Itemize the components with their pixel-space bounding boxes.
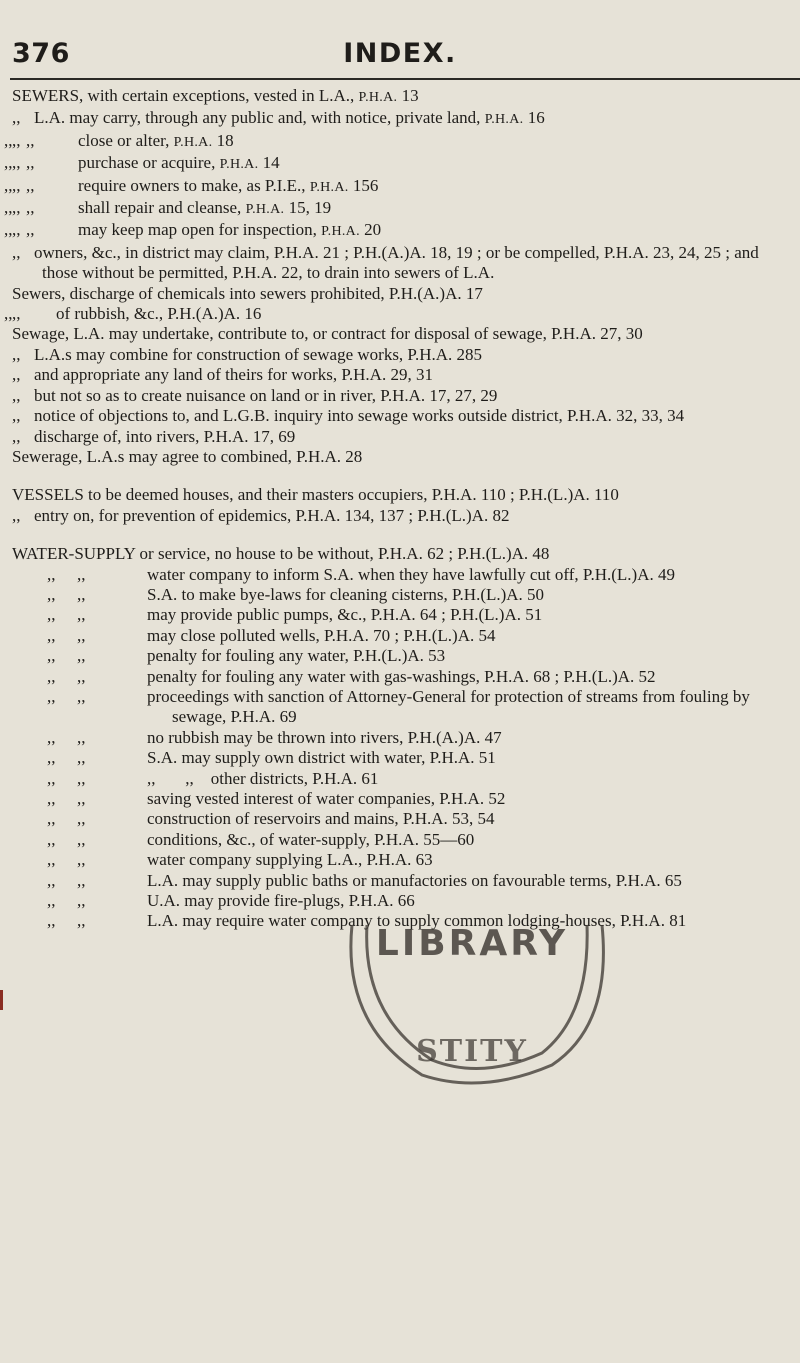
ditto-mark: ,, bbox=[26, 153, 35, 173]
ditto-mark: ,, bbox=[4, 304, 13, 324]
entry-text: S.A. may supply own district with water, P.H.A. 51 bbox=[147, 748, 496, 768]
index-entry bbox=[4, 220, 794, 242]
entry-text: conditions, &c., of water-supply, P.H.A. 55—60 bbox=[147, 829, 475, 849]
ditto-mark: ,, bbox=[47, 625, 56, 645]
ditto-mark: ,, bbox=[47, 789, 56, 808]
index-entry bbox=[12, 485, 794, 505]
entry-text: but not so as to create nuisance on land or in river, P.H.A. 17, 27, 29 bbox=[34, 385, 498, 405]
ditto-mark: ,, bbox=[77, 850, 86, 870]
header-rule bbox=[10, 78, 800, 80]
index-entry bbox=[12, 243, 794, 284]
entry-text: purchase or acquire, bbox=[78, 153, 220, 173]
ditto-mark: ,, bbox=[12, 108, 21, 128]
index-entry bbox=[12, 850, 794, 870]
ditto-mark: ,, bbox=[47, 584, 56, 604]
entry-text: saving vested interest of water companies, P.H.A. 52 bbox=[147, 789, 506, 808]
entry-text: Sewers, discharge of chemicals into sewers prohibited, P.H.(A.)A. 17 bbox=[12, 283, 483, 303]
entry-page: 13 bbox=[397, 86, 419, 105]
index-entry bbox=[12, 365, 794, 385]
index-entry bbox=[12, 626, 794, 646]
entry-text: water company supplying L.A., P.H.A. 63 bbox=[147, 850, 433, 870]
entry-text: entry on, for prevention of epidemics, P.H.A. 134, 137 ; P.H.(L.)A. 82 bbox=[34, 505, 510, 525]
ditto-mark: ,, bbox=[77, 584, 86, 604]
entry-text: SEWERS, with certain exceptions, vested in L.A., bbox=[12, 86, 359, 105]
ditto-mark: ,, bbox=[12, 344, 21, 364]
page-title: INDEX. bbox=[343, 38, 457, 69]
entry-text: require owners to make, as P.I.E., bbox=[78, 175, 310, 195]
index-entry bbox=[12, 667, 794, 687]
section-water-supply bbox=[12, 544, 794, 932]
ditto-mark: ,, bbox=[4, 153, 13, 173]
entry-page: 16 bbox=[523, 108, 545, 128]
entry-text: Sewage, L.A. may undertake, contribute to, or contract for disposal of sewage, P.H.A. 27, 30 bbox=[12, 324, 643, 344]
entry-text: L.A. may carry, through any public and, with notice, private land, bbox=[34, 108, 485, 128]
library-stamp bbox=[322, 885, 618, 1090]
ditto-mark: ,, bbox=[47, 748, 56, 768]
index-body bbox=[4, 86, 794, 932]
entry-ref: P.H.A. bbox=[309, 179, 349, 195]
entry-text: no rubbish may be thrown into rivers, P.H.(A.)A. 47 bbox=[147, 727, 502, 747]
entry-text: Sewerage, L.A.s may agree to combined, P.H.A. 28 bbox=[12, 446, 363, 466]
section-vessels bbox=[12, 485, 794, 526]
ditto-mark: ,, bbox=[12, 385, 21, 405]
ditto-mark: ,, bbox=[12, 220, 21, 240]
entry-text: U.A. may provide fire-plugs, P.H.A. 66 bbox=[147, 891, 415, 911]
ditto-mark: ,, bbox=[4, 175, 13, 195]
ditto-mark: ,, bbox=[47, 768, 56, 788]
entry-text: ,, ,, other districts, P.H.A. 61 bbox=[147, 768, 379, 788]
entry-text: of rubbish, &c., P.H.(A.)A. 16 bbox=[56, 304, 262, 324]
entry-page: 15, 19 bbox=[284, 198, 332, 218]
ditto-mark: ,, bbox=[26, 130, 35, 150]
index-entry bbox=[12, 324, 794, 344]
stamp-sub: STITY bbox=[416, 1034, 528, 1069]
index-entry bbox=[12, 406, 794, 426]
index-entry bbox=[12, 544, 794, 564]
ditto-mark: ,, bbox=[47, 809, 56, 829]
index-entry bbox=[12, 830, 794, 850]
index-entry bbox=[12, 605, 794, 625]
ditto-mark: ,, bbox=[12, 130, 21, 150]
entry-text: VESSELS to be deemed houses, and their masters occupiers, P.H.A. 110 ; P.H.(L.)A. 110 bbox=[12, 485, 619, 505]
ditto-mark: ,, bbox=[47, 646, 56, 666]
entry-ref: P.H.A. bbox=[321, 224, 360, 240]
ditto-mark: ,, bbox=[77, 911, 86, 931]
entry-text: penalty for fouling any water with gas-washings, P.H.A. 68 ; P.H.(L.)A. 52 bbox=[147, 666, 656, 686]
ditto-mark: ,, bbox=[26, 198, 35, 218]
entry-text: discharge of, into rivers, P.H.A. 17, 69 bbox=[34, 426, 296, 446]
ditto-mark: ,, bbox=[77, 666, 86, 686]
entry-page: 18 bbox=[212, 130, 234, 150]
index-entry bbox=[4, 198, 794, 220]
index-entry bbox=[12, 447, 794, 467]
index-entry bbox=[12, 585, 794, 605]
ditto-mark: ,, bbox=[77, 768, 86, 788]
index-entry bbox=[4, 175, 794, 198]
ditto-mark: ,, bbox=[12, 406, 21, 426]
ditto-mark: ,, bbox=[77, 829, 86, 849]
ditto-mark: ,, bbox=[47, 911, 56, 931]
ditto-mark: ,, bbox=[12, 426, 21, 446]
stamp-label: LIBRARY bbox=[375, 923, 569, 964]
entry-text: L.A. may supply public baths or manufactories on favourable terms, P.H.A. 65 bbox=[147, 870, 682, 890]
ditto-mark: ,, bbox=[77, 605, 86, 625]
ditto-mark: ,, bbox=[77, 625, 86, 645]
ditto-mark: ,, bbox=[77, 686, 86, 706]
index-entry bbox=[12, 646, 794, 666]
entry-text: notice of objections to, and L.G.B. inquiry into sewage works outside district, P.H.A. 32, 33, 34 bbox=[34, 406, 685, 426]
index-entry bbox=[12, 769, 794, 789]
ditto-mark: ,, bbox=[26, 175, 35, 195]
ditto-mark: ,, bbox=[47, 605, 56, 625]
index-entry bbox=[12, 789, 794, 809]
ditto-mark: ,, bbox=[77, 748, 86, 768]
entry-text: proceedings with sanction of Attorney-General for protection of streams from fouling by sewage, P.H.A. 69 bbox=[147, 686, 750, 727]
entry-text: owners, &c., in district may claim, P.H.A. 21 ; P.H.(A.)A. 18, 19 ; or be compelled, P.H.A. 23, 24, 25 ; and those without be permitted, P.H.A. 22, to drain into sewers of L.A. bbox=[34, 242, 759, 283]
ditto-mark: ,, bbox=[77, 564, 86, 584]
entry-text: construction of reservoirs and mains, P.H.A. 53, 54 bbox=[147, 809, 495, 829]
index-entry bbox=[12, 728, 794, 748]
ditto-mark: ,, bbox=[47, 850, 56, 870]
index-entry bbox=[12, 345, 794, 365]
index-entry bbox=[4, 153, 794, 175]
entry-text: and appropriate any land of theirs for works, P.H.A. 29, 31 bbox=[34, 365, 433, 385]
entry-text: L.A. may require water company to supply common lodging-houses, P.H.A. 81 bbox=[147, 911, 687, 931]
entry-text: water company to inform S.A. when they have lawfully cut off, P.H.(L.)A. 49 bbox=[147, 564, 675, 584]
ditto-mark: ,, bbox=[77, 891, 86, 911]
ditto-mark: ,, bbox=[4, 198, 13, 218]
entry-page: 156 bbox=[348, 175, 379, 195]
entry-text: S.A. to make bye-laws for cleaning cisterns, P.H.(L.)A. 50 bbox=[147, 584, 545, 604]
index-entry bbox=[12, 748, 794, 768]
ditto-mark: ,, bbox=[26, 220, 35, 240]
page-edge-mark bbox=[0, 990, 3, 1010]
ditto-mark: ,, bbox=[47, 666, 56, 686]
index-entry bbox=[12, 284, 794, 304]
index-entry bbox=[12, 506, 794, 526]
ditto-mark: ,, bbox=[12, 153, 21, 173]
ditto-mark: ,, bbox=[47, 686, 56, 706]
entry-ref: P.H.A. bbox=[219, 157, 259, 173]
entry-ref: P.H.A. bbox=[358, 90, 398, 105]
index-entry bbox=[12, 108, 794, 130]
entry-text: penalty for fouling any water, P.H.(L.)A. 53 bbox=[147, 646, 446, 666]
index-entry bbox=[12, 427, 794, 447]
entry-page: 20 bbox=[359, 220, 382, 240]
index-entry bbox=[4, 304, 794, 324]
section-sewers bbox=[4, 86, 794, 467]
ditto-mark: ,, bbox=[47, 891, 56, 911]
index-entry bbox=[12, 565, 794, 585]
ditto-mark: ,, bbox=[12, 365, 21, 385]
entry-text: may close polluted wells, P.H.A. 70 ; P.H.(L.)A. 54 bbox=[147, 625, 496, 645]
entry-text: WATER-SUPPLY or service, no house to be without, P.H.A. 62 ; P.H.(L.)A. 48 bbox=[12, 544, 550, 564]
entry-text: may provide public pumps, &c., P.H.A. 64 ; P.H.(L.)A. 51 bbox=[147, 605, 543, 625]
entry-page: 14 bbox=[258, 153, 280, 173]
ditto-mark: ,, bbox=[47, 870, 56, 890]
page-header bbox=[0, 38, 800, 72]
ditto-mark: ,, bbox=[47, 727, 56, 747]
ditto-mark: ,, bbox=[47, 829, 56, 849]
ditto-mark: ,, bbox=[4, 220, 13, 240]
index-entry bbox=[12, 86, 794, 108]
entry-text: L.A.s may combine for construction of sewage works, P.H.A. 285 bbox=[34, 344, 483, 364]
ditto-mark: ,, bbox=[47, 564, 56, 584]
entry-ref: P.H.A. bbox=[484, 112, 524, 128]
ditto-mark: ,, bbox=[12, 505, 21, 525]
index-entry bbox=[12, 386, 794, 406]
ditto-mark: ,, bbox=[77, 789, 86, 808]
ditto-mark: ,, bbox=[12, 304, 21, 324]
ditto-mark: ,, bbox=[77, 646, 86, 666]
entry-ref: P.H.A. bbox=[245, 202, 285, 218]
ditto-mark: ,, bbox=[77, 870, 86, 890]
entry-text: close or alter, bbox=[78, 130, 174, 150]
index-entry bbox=[12, 809, 794, 829]
index-entry bbox=[4, 130, 794, 153]
ditto-mark: ,, bbox=[12, 242, 21, 262]
ditto-mark: ,, bbox=[12, 198, 21, 218]
ditto-mark: ,, bbox=[77, 727, 86, 747]
page-number: 376 bbox=[12, 38, 70, 69]
ditto-mark: ,, bbox=[12, 175, 21, 195]
entry-text: may keep map open for inspection, bbox=[78, 220, 322, 240]
entry-ref: P.H.A. bbox=[173, 134, 213, 150]
ditto-mark: ,, bbox=[77, 809, 86, 829]
ditto-mark: ,, bbox=[4, 130, 13, 150]
index-entry bbox=[12, 687, 794, 728]
entry-text: shall repair and cleanse, bbox=[78, 198, 246, 218]
